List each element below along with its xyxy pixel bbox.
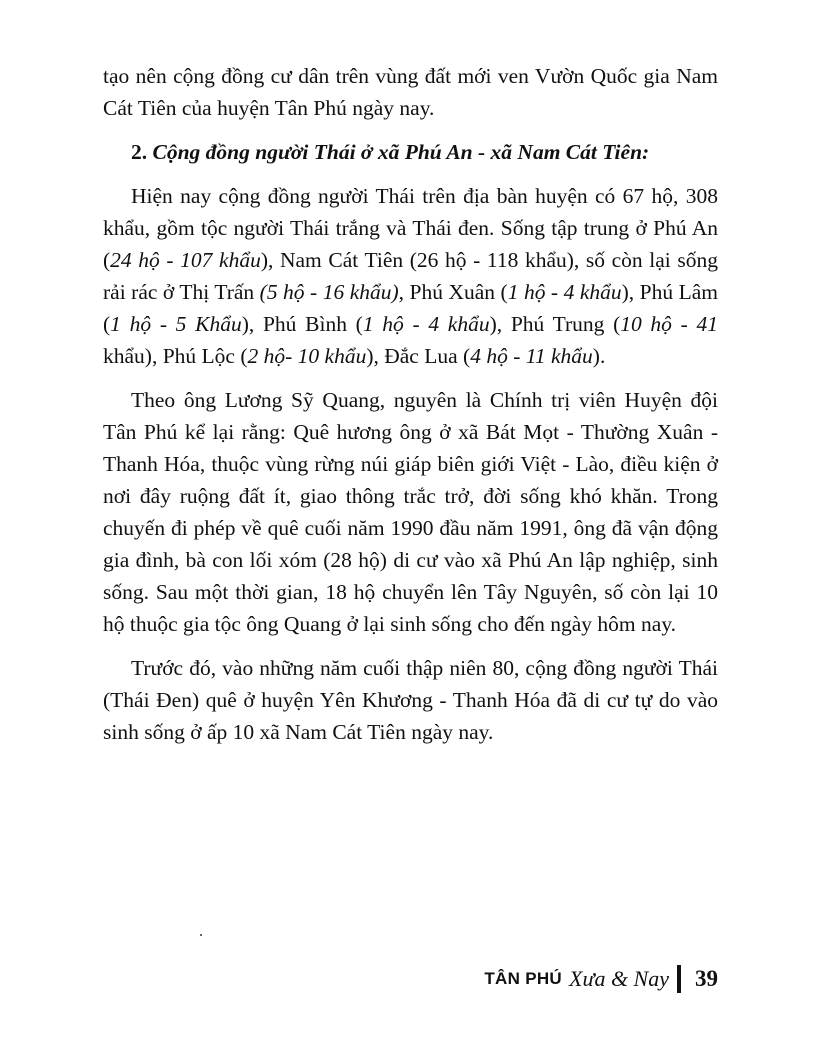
text-run: ), Đắc Lua (: [366, 344, 471, 368]
print-speck: [200, 934, 202, 936]
text-run-italic: 24 hộ - 107 khẩu: [110, 248, 261, 272]
text-run: ), Phú Trung (: [489, 312, 621, 336]
paragraph-earlier-migration: Trước đó, vào những năm cuối thập niên 80, cộng đồng người Thái (Thái Đen) quê ở huyện Yên Khương - Thanh Hóa đã di cư tự do vào sinh sống ở ấp 10 xã Nam Cát Tiên ngày nay.: [103, 656, 718, 744]
text-run: ), Phú Bình (: [241, 312, 363, 336]
text-run: ), Nam Cát Tiên (26 hộ - 118 khẩu), số còn lại sống rải rác ở Thị Trấn: [103, 248, 718, 304]
book-subtitle: Xưa & Nay: [569, 966, 669, 991]
book-title: TÂN PHÚ: [484, 969, 562, 988]
text-run: Hiện nay cộng đồng người Thái trên địa bàn huyện có 67 hộ, 308 khẩu, gồm tộc người Thái trắng và Thái đen. Sống tập trung ở Phú An (: [103, 184, 718, 272]
text-run-italic: 1 hộ - 5 Khẩu: [110, 312, 242, 336]
text-run: , Phú Xuân (: [398, 280, 508, 304]
paragraph-population: [103, 180, 718, 372]
section-heading: [103, 136, 718, 168]
paragraph-continued: tạo nên cộng đồng cư dân trên vùng đất mới ven Vườn Quốc gia Nam Cát Tiên của huyện Tân Phú ngày nay.: [103, 64, 718, 120]
page-body: [103, 60, 718, 760]
text-run: ).: [592, 344, 606, 368]
page-footer: [484, 962, 718, 996]
text-run-italic: 4 hộ - 11 khẩu: [470, 344, 593, 368]
text-run: khẩu), Phú Lộc (: [103, 344, 248, 368]
paragraph-luong-sy-quang: Theo ông Lương Sỹ Quang, nguyên là Chính trị viên Huyện đội Tân Phú kể lại rằng: Quê hương ông ở xã Bát Mọt - Thường Xuân - Thanh Hóa, thuộc vùng rừng núi giáp biên giới Việt - Lào, điều kiện ở nơi đây ruộng đất ít, giao thông trắc trở, đời sống khó khăn. Trong chuyến đi phép về quê cuối năm 1990 đầu năm 1991, ông đã vận động gia đình, bà con lối xóm (28 hộ) di cư vào xã Phú An lập nghiệp, sinh sống. Sau một thời gian, 18 hộ chuyển lên Tây Nguyên, số còn lại 10 hộ thuộc gia tộc ông Quang ở lại sinh sống cho đến ngày hôm nay.: [103, 388, 718, 636]
text-run-italic: 1 hộ - 4 khẩu: [362, 312, 490, 336]
section-number: 2.: [131, 140, 148, 164]
text-run: ), Phú Lâm (: [103, 280, 718, 336]
text-run-italic: 1 hộ - 4 khẩu: [507, 280, 622, 304]
section-title: Cộng đồng người Thái ở xã Phú An - xã Nam Cát Tiên:: [152, 140, 650, 164]
footer-separator: [677, 965, 681, 993]
text-run-italic: 2 hộ- 10 khẩu: [247, 344, 367, 368]
page-number: 39: [695, 966, 718, 991]
text-run-italic: (5 hộ - 16 khẩu): [259, 280, 399, 304]
text-run-italic: 10 hộ - 41: [620, 312, 718, 336]
